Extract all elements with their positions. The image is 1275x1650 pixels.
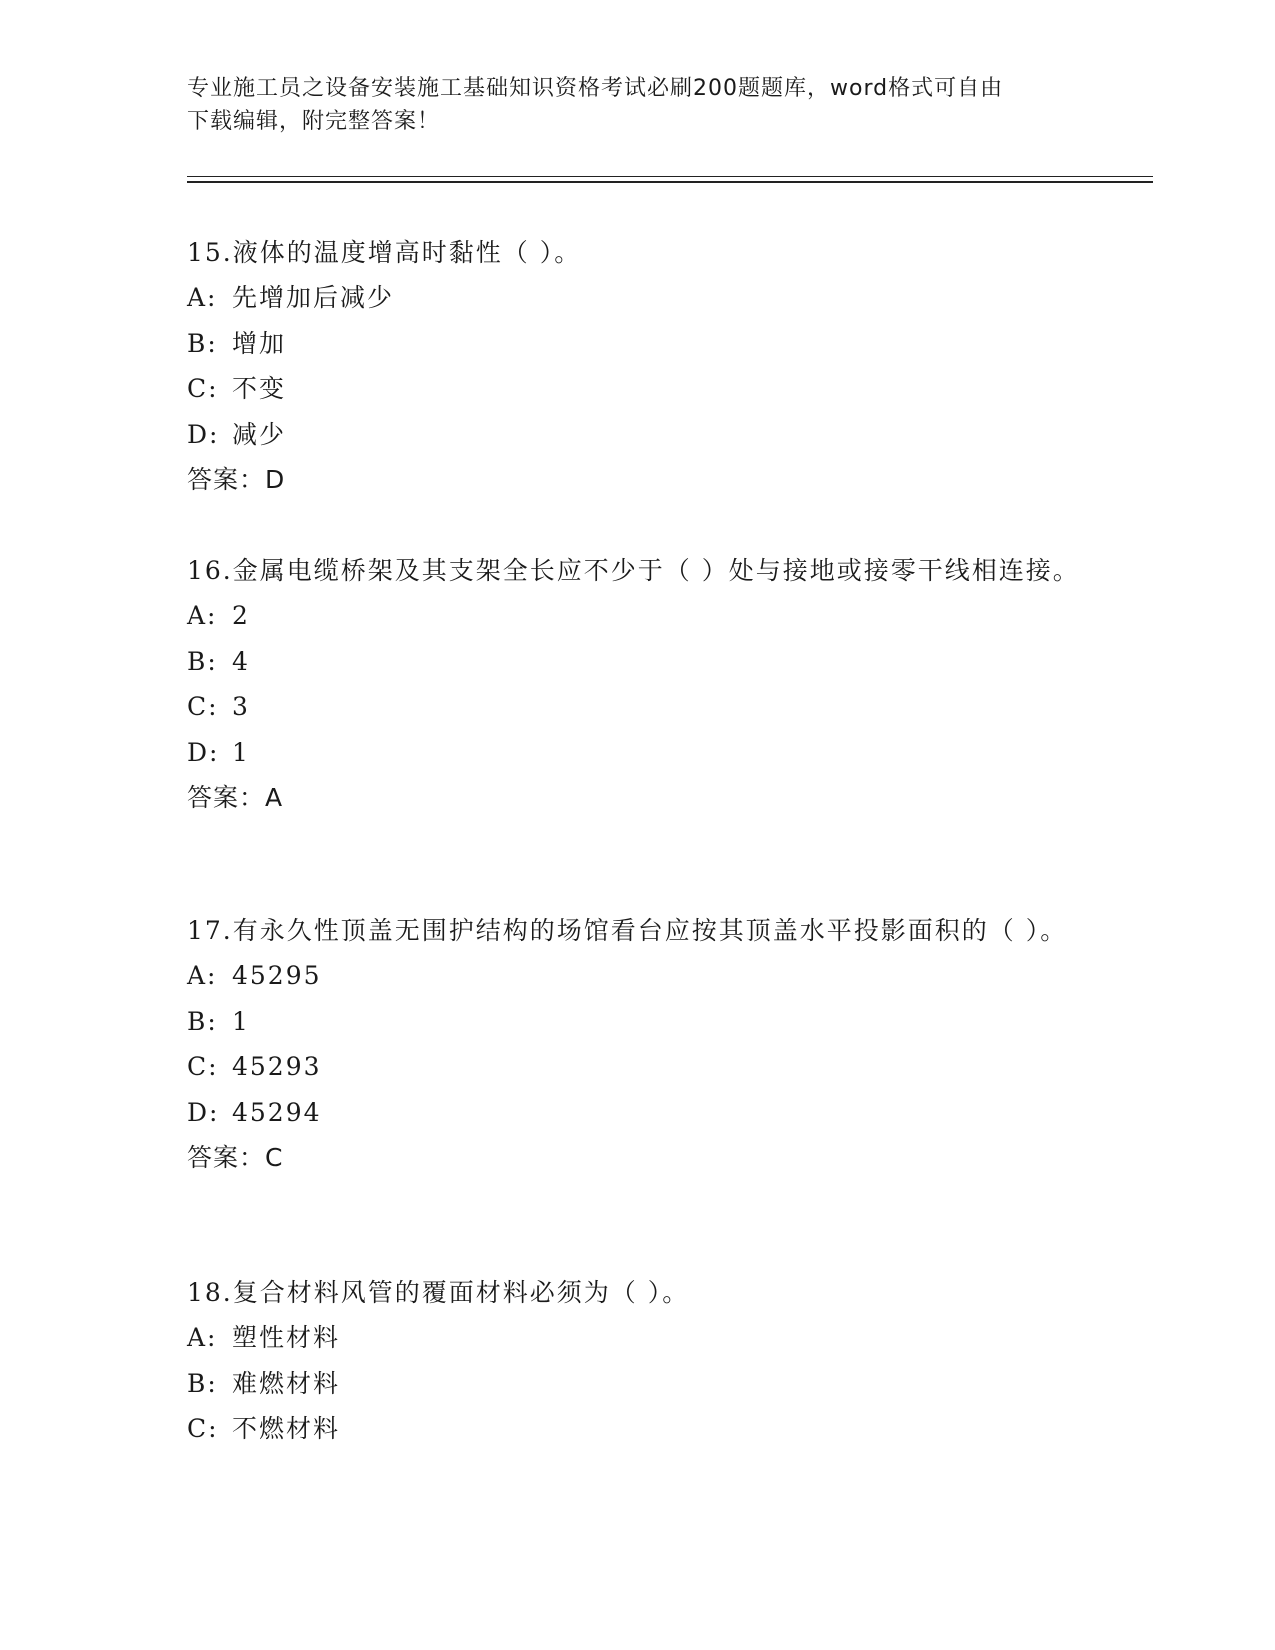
option-label: B:: [187, 1006, 218, 1036]
question-number: 18.: [187, 1278, 233, 1307]
question-stem: 复合材料风管的覆面材料必须为（ ）。: [232, 1278, 690, 1307]
answer-value: C: [265, 1143, 284, 1172]
option-d: [187, 730, 1087, 776]
question-text: [187, 908, 1087, 953]
option-text: 45295: [232, 961, 322, 990]
header-line-1: 专业施工员之设备安装施工基础知识资格考试必刷200题题库，word格式可自由: [187, 76, 1004, 101]
option-a: [187, 1315, 1087, 1361]
option-b: [187, 1361, 1087, 1407]
option-label: D:: [187, 419, 220, 449]
header-line-2: 下载编辑，附完整答案！: [187, 109, 441, 134]
option-label: D:: [187, 737, 220, 767]
header-divider-thick: [187, 181, 1153, 183]
document-header: [187, 72, 1087, 138]
option-b: [187, 321, 1087, 367]
answer-prefix: 答案：: [187, 465, 266, 494]
option-label: A:: [187, 1323, 218, 1352]
option-b: [187, 639, 1087, 685]
option-text: 45293: [232, 1052, 322, 1081]
question-number: 16.: [187, 556, 233, 585]
option-label: A:: [187, 283, 218, 312]
option-label: C:: [187, 692, 219, 721]
question-17: [187, 908, 1087, 1180]
option-text: 减少: [232, 419, 287, 449]
option-c: [187, 684, 1087, 730]
option-label: C:: [187, 1052, 219, 1081]
option-text: 增加: [232, 328, 287, 358]
answer: [187, 457, 1087, 502]
option-c: [187, 1044, 1087, 1090]
option-text: 1: [232, 737, 250, 767]
answer-prefix: 答案：: [187, 1143, 266, 1172]
question-18: [187, 1270, 1087, 1452]
question-stem: 金属电缆桥架及其支架全长应不少于（ ）处与接地或接零干线相连接。: [232, 556, 1080, 585]
option-text: 1: [232, 1006, 250, 1036]
question-stem: 液体的温度增高时黏性（ ）。: [232, 238, 582, 267]
answer-prefix: 答案：: [187, 783, 266, 812]
answer-value: A: [265, 783, 284, 812]
option-label: C:: [187, 1414, 219, 1443]
question-text: [187, 230, 1087, 275]
answer: [187, 775, 1087, 820]
option-a: [187, 593, 1087, 639]
option-c: [187, 1406, 1087, 1452]
option-label: A:: [187, 601, 218, 630]
option-label: C:: [187, 374, 219, 403]
answer-value: D: [265, 465, 286, 494]
answer: [187, 1135, 1087, 1180]
option-d: [187, 1090, 1087, 1136]
option-a: [187, 953, 1087, 999]
option-label: B:: [187, 1368, 218, 1398]
option-text: 不燃材料: [232, 1414, 341, 1443]
option-b: [187, 999, 1087, 1045]
option-label: D:: [187, 1097, 220, 1127]
question-stem: 有永久性顶盖无围护结构的场馆看台应按其顶盖水平投影面积的（ ）。: [232, 916, 1068, 945]
question-number: 17.: [187, 916, 233, 945]
option-a: [187, 275, 1087, 321]
option-c: [187, 366, 1087, 412]
option-text: 3: [232, 692, 250, 721]
option-text: 塑性材料: [232, 1323, 341, 1352]
question-text: [187, 1270, 1087, 1315]
option-text: 难燃材料: [232, 1368, 341, 1398]
option-text: 不变: [232, 374, 287, 403]
question-number: 15.: [187, 238, 233, 267]
option-label: A:: [187, 961, 218, 990]
option-label: B:: [187, 328, 218, 358]
option-text: 4: [232, 646, 250, 676]
option-d: [187, 412, 1087, 458]
question-16: [187, 548, 1087, 820]
header-divider-thin: [187, 176, 1153, 177]
option-label: B:: [187, 646, 218, 676]
question-15: [187, 230, 1087, 502]
question-text: [187, 548, 1087, 593]
option-text: 先增加后减少: [232, 283, 395, 312]
option-text: 2: [232, 601, 250, 630]
option-text: 45294: [232, 1097, 322, 1127]
